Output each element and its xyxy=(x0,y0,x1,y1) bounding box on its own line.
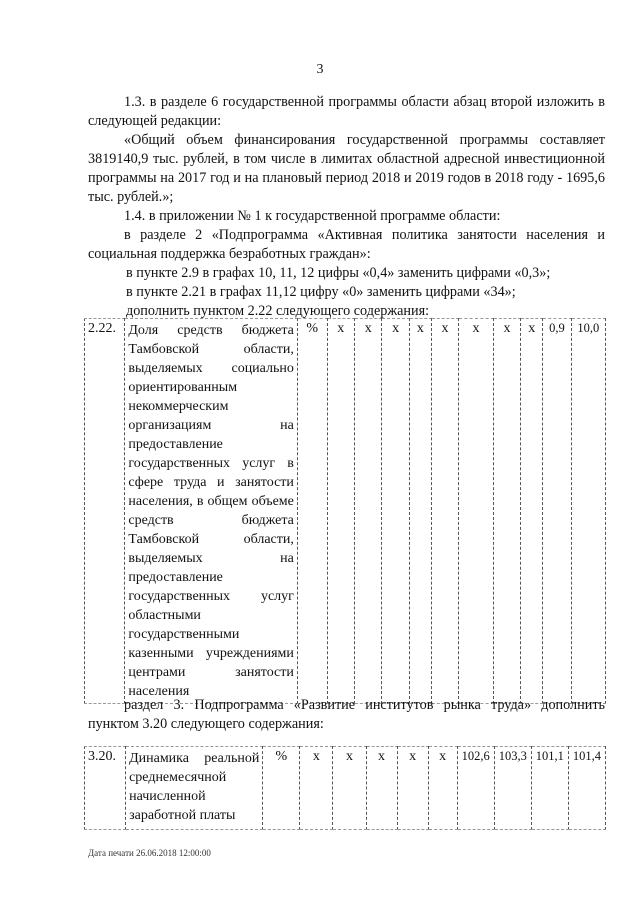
paragraph-1-4: 1.4. в приложении № 1 к государственной программе области: xyxy=(124,208,501,224)
table-cell: x xyxy=(459,319,494,704)
table-cell: 10,0 xyxy=(571,319,605,704)
row-number: 3.20. xyxy=(85,747,126,830)
row-number: 2.22. xyxy=(85,319,125,704)
table-point-3-20 xyxy=(84,746,606,830)
paragraph-point-2-9: в пункте 2.9 в графах 10, 11, 12 цифры «0,4» заменить цифрами «0,3»; xyxy=(126,265,551,281)
paragraph-section-2: в разделе 2 «Подпрограмма «Активная политика занятости населения и социальная поддержка безработных граждан»: xyxy=(88,227,605,262)
table-cell: x xyxy=(521,319,543,704)
print-date-footer: Дата печати 26.06.2018 12:00:00 xyxy=(88,848,211,858)
table-cell: x xyxy=(354,319,381,704)
table-row xyxy=(85,319,606,704)
paragraph-section-3: раздел 3. Подпрограмма «Развитие институтов рынка труда» дополнить пунктом 3.20 следующего содержания: xyxy=(88,697,605,732)
row-description: Динамика реальной среднемесячной начисленной заработной платы xyxy=(126,747,263,830)
table-cell: x xyxy=(300,747,333,830)
table-cell: 101,4 xyxy=(568,747,605,830)
table-cell: x xyxy=(428,747,457,830)
table-cell: 102,6 xyxy=(457,747,494,830)
paragraph-1-3: 1.3. в разделе 6 государственной программы области абзац второй изложить в следующей редакции: xyxy=(88,94,605,129)
table-cell: x xyxy=(409,319,431,704)
table-cell: 101,1 xyxy=(531,747,568,830)
table-cell: 103,3 xyxy=(494,747,531,830)
page-number: 3 xyxy=(316,62,324,77)
table-row xyxy=(85,747,606,830)
row-description: Доля средств бюджета Тамбовской области, выделяемых социально ориентированным некоммерческим организациям на предоставление государственных услуг в сфере труда и занятости населения, в общем объеме средств бюджета Тамбовской области, выделяемых на предоставление государственных услуг областными государственными казенными учреждениями центрами занятости населения xyxy=(125,319,298,704)
table-point-2-22 xyxy=(84,318,606,704)
table-cell: 0,9 xyxy=(543,319,571,704)
row-unit: % xyxy=(297,319,327,704)
table-cell: x xyxy=(327,319,354,704)
row-unit: % xyxy=(263,747,300,830)
table-cell: x xyxy=(493,319,520,704)
paragraph-add-2-22: дополнить пунктом 2.22 следующего содержания: xyxy=(126,303,430,319)
table-cell: x xyxy=(431,319,458,704)
table-cell: x xyxy=(333,747,366,830)
table-cell: x xyxy=(366,747,397,830)
table-cell: x xyxy=(397,747,428,830)
paragraph-point-2-21: в пункте 2.21 в графах 11,12 цифру «0» заменить цифрами «34»; xyxy=(126,284,516,300)
table-cell: x xyxy=(382,319,409,704)
paragraph-quote-financing: «Общий объем финансирования государственной программы составляет 3819140,9 тыс. рублей, в том числе в лимитах областной адресной инвестиционной программы на 2017 год и на плановый период 2018 и 2019 годов в 2018 году - 1695,6 тыс. рублей.»; xyxy=(88,132,605,205)
